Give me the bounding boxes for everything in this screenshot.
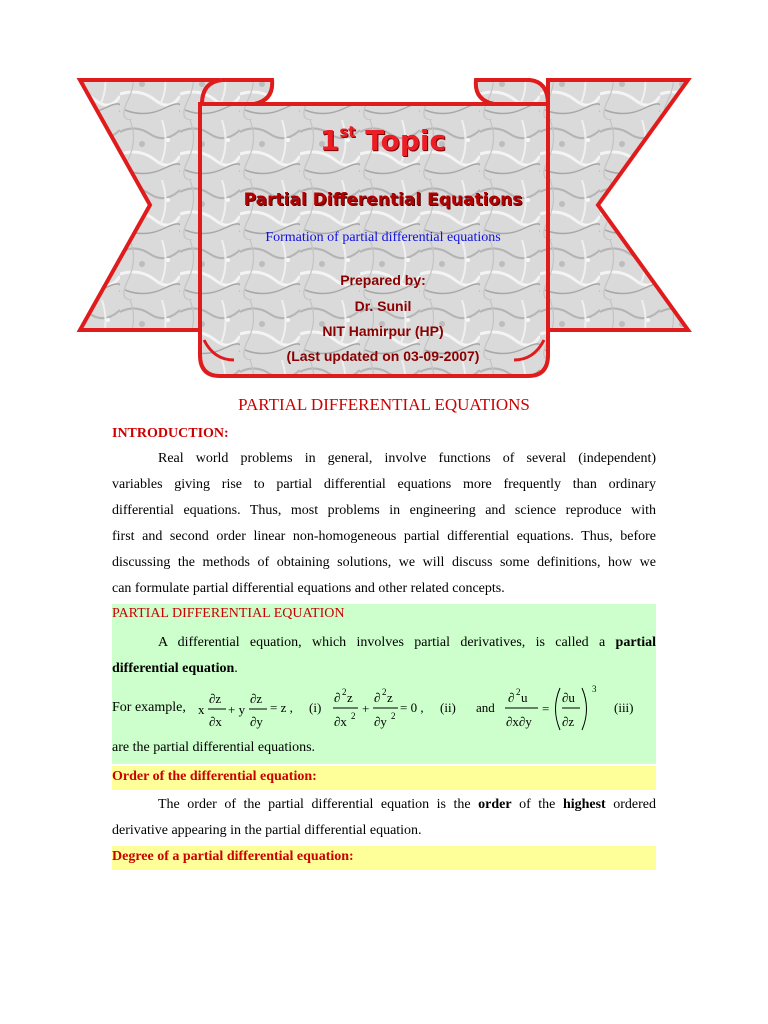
equation-2-tail: = 0 , <box>400 700 424 715</box>
pde-definition-box <box>112 604 656 764</box>
last-updated: (Last updated on 03-09-2007) <box>286 348 480 364</box>
intro-line: variables giving rise to partial differential equations more frequently than ordinary <box>112 477 656 492</box>
equation-1-tail: = z , <box>270 700 293 715</box>
section-heading: PARTIAL DIFFERENTIAL EQUATIONS <box>238 395 530 414</box>
svg-text:3: 3 <box>592 684 597 694</box>
subtitle: Formation of partial differential equations <box>265 230 501 245</box>
svg-text:2: 2 <box>516 687 521 697</box>
svg-text:+ y: + y <box>228 702 246 717</box>
svg-text:2: 2 <box>382 687 387 697</box>
example-equations <box>112 682 656 736</box>
equation-2-number: (ii) <box>440 700 456 715</box>
intro-line: differential equations. Thus, most problems in engineering and science reproduce with <box>112 503 656 518</box>
order-line: derivative appearing in the partial differential equation. <box>112 823 422 838</box>
svg-text:∂: ∂ <box>334 690 341 705</box>
pde-closing-text: are the partial differential equations. <box>112 740 316 755</box>
svg-text:∂x: ∂x <box>334 714 347 729</box>
order-heading: Order of the differential equation: <box>112 769 317 784</box>
svg-text:x: x <box>198 702 205 717</box>
order-paragraph <box>112 792 656 844</box>
intro-line: discussing the methods of obtaining solutions, we will discuss some definitions, how we <box>112 555 656 570</box>
topic-title: 1st Topic <box>319 122 447 157</box>
title-banner <box>0 0 768 385</box>
main-title: Partial Differential Equations <box>243 190 523 210</box>
intro-line: Real world problems in general, involve functions of several (independent) <box>158 451 656 466</box>
svg-text:∂y: ∂y <box>374 714 387 729</box>
svg-text:+: + <box>362 701 370 716</box>
svg-text:∂: ∂ <box>508 690 515 705</box>
svg-text:∂z: ∂z <box>209 691 222 706</box>
intro-paragraph <box>112 446 656 602</box>
intro-line: can formulate partial differential equations and other related concepts. <box>112 581 505 596</box>
svg-text:∂z: ∂z <box>250 691 263 706</box>
svg-text:2: 2 <box>351 711 356 721</box>
pde-term: differential equation <box>112 661 235 676</box>
prepared-by-label: Prepared by: <box>340 272 426 288</box>
svg-text:∂z: ∂z <box>562 714 575 729</box>
svg-text:z: z <box>347 690 353 705</box>
svg-text:2: 2 <box>391 711 396 721</box>
degree-heading: Degree of a partial differential equation: <box>112 849 354 864</box>
equation-3-fraction <box>504 682 614 736</box>
svg-text:∂u: ∂u <box>562 690 575 705</box>
example-label: For example, <box>112 700 186 715</box>
author-name: Dr. Sunil <box>354 298 412 314</box>
svg-text:z: z <box>387 690 393 705</box>
pde-definition-bold: partial <box>615 635 656 650</box>
svg-text:∂y: ∂y <box>250 714 263 729</box>
pde-definition-line2: differential equation. <box>112 661 238 676</box>
order-heading-bar <box>112 766 656 790</box>
svg-text:∂x∂y: ∂x∂y <box>506 714 532 729</box>
svg-text:u: u <box>521 690 528 705</box>
svg-text:∂x: ∂x <box>209 714 222 729</box>
pde-definition-line1 <box>112 630 656 656</box>
svg-text:∂: ∂ <box>374 690 381 705</box>
and-word: and <box>476 700 495 715</box>
institute-name: NIT Hamirpur (HP) <box>322 323 444 339</box>
svg-text:2: 2 <box>342 687 347 697</box>
svg-text:=: = <box>542 701 550 716</box>
pde-definition-text: A differential equation, which involves partial derivatives, is called a <box>158 635 606 650</box>
degree-heading-bar <box>112 846 656 870</box>
equation-1-number: (i) <box>309 700 322 715</box>
intro-heading: INTRODUCTION: <box>112 426 229 441</box>
pde-heading: PARTIAL DIFFERENTIAL EQUATION <box>112 606 345 621</box>
equation-3-number: (iii) <box>614 700 634 715</box>
order-line: The order of the partial differential equation is the order of the highest ordered <box>158 797 657 812</box>
intro-line: first and second order linear non-homogeneous partial differential equations. Thus, before <box>112 529 656 544</box>
